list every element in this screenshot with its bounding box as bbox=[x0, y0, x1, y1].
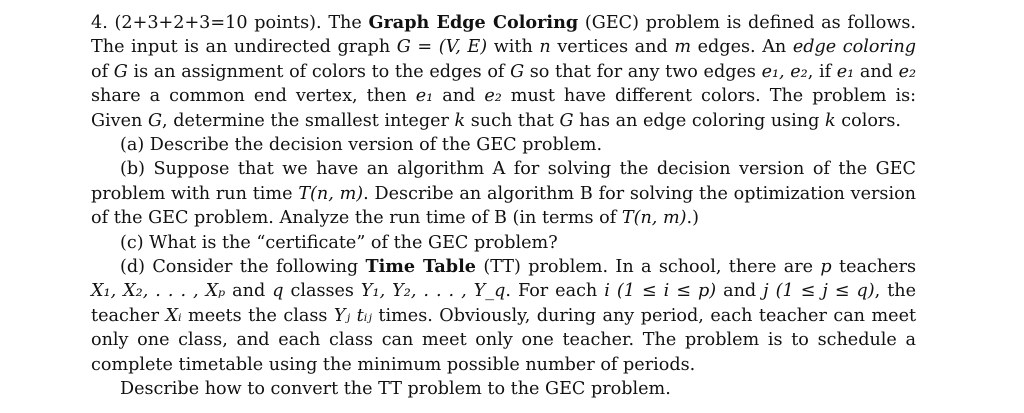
problem-points: (2+3+2+3=10 points). bbox=[114, 13, 322, 33]
classes-list: Y₁, Y₂, . . . , Y_q bbox=[360, 281, 506, 302]
problem-number: 4. bbox=[91, 13, 108, 33]
text: . Describe an algorithm B for solving the optimization version of the GEC problem. Analyze the run time of B (in terms of bbox=[91, 183, 917, 229]
var-m: m bbox=[674, 37, 692, 58]
text: colors. bbox=[841, 110, 901, 131]
text: (GEC) problem is defined as follows. The input is an undirected graph bbox=[91, 13, 917, 58]
text: , determine the smallest integer bbox=[162, 110, 449, 131]
text: (TT) problem. In a school, there are bbox=[483, 257, 814, 278]
text: (d) Consider the following bbox=[120, 257, 359, 278]
graph-definition: G = (V, E) bbox=[396, 37, 488, 58]
var-g: G bbox=[113, 61, 128, 82]
var-tij: tᵢⱼ bbox=[356, 305, 372, 326]
text: The bbox=[328, 13, 362, 33]
var-yj: Yⱼ bbox=[333, 305, 351, 326]
part-b bbox=[91, 157, 916, 230]
var-e1: e₁ bbox=[836, 61, 855, 82]
text: . For each bbox=[505, 281, 598, 302]
var-g: G bbox=[510, 61, 525, 82]
text: and bbox=[442, 86, 476, 107]
j-range: (1 ≤ j ≤ q) bbox=[775, 281, 875, 302]
text: edges. An bbox=[697, 37, 787, 58]
var-k: k bbox=[825, 110, 836, 131]
var-e2: e₂ bbox=[898, 61, 917, 82]
text: , if bbox=[807, 61, 832, 82]
var-g: G bbox=[559, 110, 574, 131]
text: , the teacher bbox=[91, 281, 917, 326]
part-c: (c) What is the “certificate” of the GEC problem? bbox=[120, 232, 558, 253]
text: teachers bbox=[839, 257, 917, 278]
text: classes bbox=[290, 281, 354, 302]
text: and bbox=[859, 61, 893, 82]
var-j: j bbox=[763, 281, 769, 302]
text: so that for any two edges bbox=[529, 61, 756, 82]
text: must have different colors. The problem is: Given bbox=[91, 86, 917, 131]
tt-term: Time Table bbox=[365, 256, 476, 278]
var-xi: Xᵢ bbox=[165, 305, 182, 326]
var-n: n bbox=[539, 37, 551, 58]
part-d bbox=[91, 255, 916, 377]
text: with bbox=[493, 37, 533, 58]
var-k: k bbox=[454, 110, 466, 131]
text: has an edge coloring using bbox=[579, 110, 820, 131]
text: and bbox=[723, 281, 757, 302]
text: .) bbox=[686, 208, 699, 229]
i-range: (1 ≤ i ≤ p) bbox=[616, 281, 717, 302]
runtime-expression: T(n, m) bbox=[621, 208, 687, 229]
var-i: i bbox=[604, 281, 610, 302]
var-p: p bbox=[820, 257, 832, 278]
text: vertices and bbox=[557, 37, 668, 58]
text: is an assignment of colors to the edges of bbox=[133, 61, 505, 82]
text: (b) Suppose that we have an algorithm A for solving the decision version of the GEC problem with run time bbox=[91, 159, 916, 204]
edge-coloring-term: edge coloring bbox=[792, 37, 917, 58]
gec-term: Graph Edge Coloring bbox=[368, 12, 579, 33]
var-e2: e₂ bbox=[484, 86, 502, 107]
var-e1: e₁ bbox=[415, 86, 434, 107]
text: share a common end vertex, then bbox=[91, 86, 407, 107]
part-a: (a) Describe the decision version of the GEC problem. bbox=[120, 135, 603, 156]
var-q: q bbox=[272, 281, 284, 302]
problem-statement bbox=[91, 11, 916, 133]
text: meets the class bbox=[188, 305, 328, 326]
runtime-expression: T(n, m) bbox=[298, 183, 364, 204]
edges-e1-e2: e₁, e₂ bbox=[761, 61, 808, 82]
text: times. Obviously, during any period, each teacher can meet only one class, and each class can meet only one teacher. The problem is to schedule a complete timetable using the minimum possible number of periods. bbox=[91, 305, 917, 375]
text: and bbox=[232, 281, 266, 302]
final-question: Describe how to convert the TT problem to the GEC problem. bbox=[120, 379, 671, 400]
teachers-list: X₁, X₂, . . . , Xₚ bbox=[91, 281, 226, 302]
text: of bbox=[91, 61, 109, 82]
problem-document bbox=[91, 11, 916, 402]
var-g: G bbox=[147, 110, 163, 131]
text: such that bbox=[470, 110, 554, 131]
